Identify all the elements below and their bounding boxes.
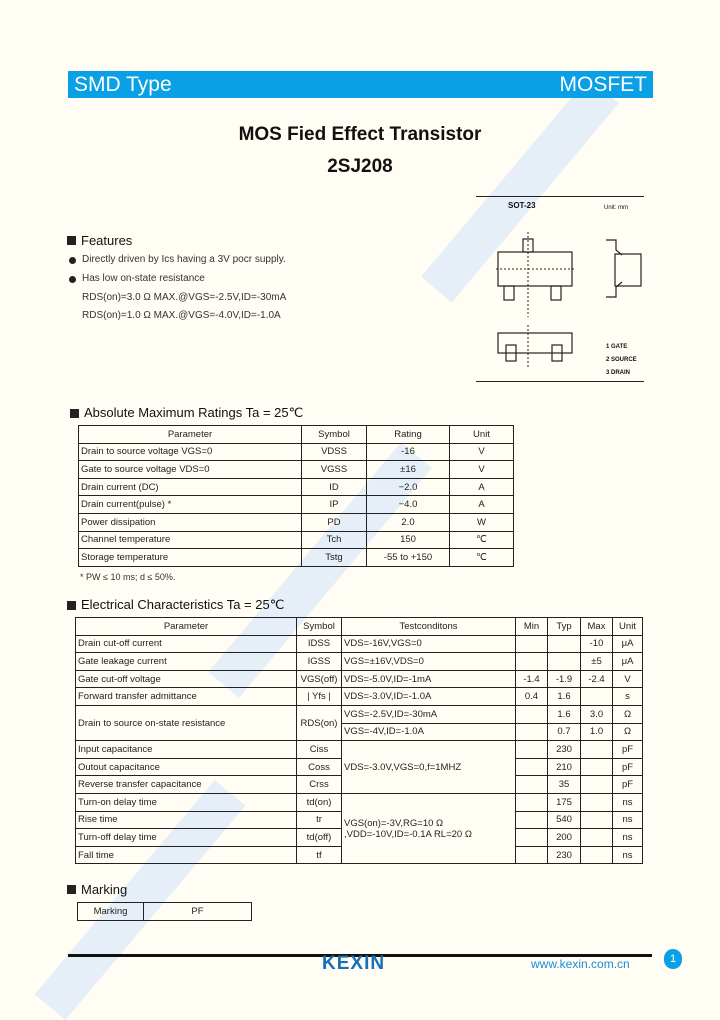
features-heading (67, 233, 132, 248)
marking-value: PF (144, 903, 252, 921)
header-cell: Unit (450, 426, 514, 444)
document-title: MOS Fied Effect Transistor (238, 124, 482, 145)
table-cell: ns (613, 793, 643, 811)
table-row (76, 635, 643, 653)
table-cell: Ω (613, 723, 643, 741)
table-cell (581, 688, 613, 706)
table-cell: Coss (297, 758, 342, 776)
table-cell: tf (297, 846, 342, 864)
elec-heading (67, 597, 284, 613)
table-cell: −4.0 (367, 496, 450, 514)
table-cell (581, 846, 613, 864)
table-cell: Channel temperature (79, 531, 302, 549)
table-cell: Turn-off delay time (76, 829, 297, 847)
table-cell: pF (613, 741, 643, 759)
table-cell: Tstg (302, 549, 367, 567)
header-cell: Unit (613, 618, 643, 636)
table-cell: Power dissipation (79, 513, 302, 531)
table-cell (581, 776, 613, 794)
table-row (79, 443, 514, 461)
header-bar (68, 71, 653, 98)
elec-heading-text: Electrical Characteristics Ta = 25℃ (81, 597, 285, 612)
table-cell: -1.4 (516, 670, 548, 688)
table-cell: 200 (548, 829, 581, 847)
table-cell: VDS=-3.0V,ID=-1.0A (342, 688, 516, 706)
table-cell: -16 (367, 443, 450, 461)
pin-label: 3 DRAIN (606, 370, 631, 376)
table-cell: VGS(off) (297, 670, 342, 688)
marking-label: Marking (78, 903, 144, 921)
marking-heading (67, 882, 127, 897)
table-cell: Storage temperature (79, 549, 302, 567)
table-cell: Drain to source on-state resistance (76, 705, 297, 740)
table-cell: Forward transfer admittance (76, 688, 297, 706)
table-cell: RDS(on) (297, 705, 342, 740)
table-cell: ±5 (581, 653, 613, 671)
table-cell: pF (613, 776, 643, 794)
table-cell (516, 776, 548, 794)
package-unit: Unit: mm (604, 205, 628, 211)
table-cell (516, 741, 548, 759)
table-row (79, 513, 514, 531)
header-cell: Testconditons (342, 618, 516, 636)
table-row (79, 478, 514, 496)
table-cell (581, 793, 613, 811)
header-cell: Typ (548, 618, 581, 636)
table-cell: td(off) (297, 829, 342, 847)
table-cell (581, 758, 613, 776)
table-cell: VGS=-4V,ID=-1.0A (342, 723, 516, 741)
feature-item: Directly driven by Ics having a 3V pocr supply. (82, 254, 286, 265)
website-link[interactable]: www.kexin.com.cn (531, 957, 630, 971)
package-outline (476, 197, 644, 383)
table-cell: Turn-on delay time (76, 793, 297, 811)
table-row (76, 793, 643, 811)
table-cell: A (450, 496, 514, 514)
table-row (79, 461, 514, 479)
table-header-row (79, 426, 514, 444)
abs-max-table (78, 425, 514, 567)
table-cell: Gate to source voltage VDS=0 (79, 461, 302, 479)
table-cell (516, 635, 548, 653)
table-row (76, 741, 643, 759)
package-drawing (476, 196, 644, 382)
table-cell: 210 (548, 758, 581, 776)
abs-heading (70, 405, 303, 421)
table-cell (516, 846, 548, 864)
table-cell: Drain to source voltage VGS=0 (79, 443, 302, 461)
electrical-table (75, 617, 643, 864)
kexin-logo: KEXIN (322, 953, 386, 974)
table-cell: -10 (581, 635, 613, 653)
table-cell: Crss (297, 776, 342, 794)
table-cell: 1.0 (581, 723, 613, 741)
table-cell: A (450, 478, 514, 496)
header-cell: Min (516, 618, 548, 636)
header-type: SMD Type (74, 72, 172, 96)
header-cell: Symbol (297, 618, 342, 636)
table-cell: td(on) (297, 793, 342, 811)
table-cell: pF (613, 758, 643, 776)
table-cell: μA (613, 653, 643, 671)
table-cell: W (450, 513, 514, 531)
table-cell: Input capacitance (76, 741, 297, 759)
table-cell: -55 to +150 (367, 549, 450, 567)
table-cell: PD (302, 513, 367, 531)
table-cell: 0.4 (516, 688, 548, 706)
table-cell: ℃ (450, 531, 514, 549)
table-cell (516, 705, 548, 723)
table-cell: Ω (613, 705, 643, 723)
table-cell: Ciss (297, 741, 342, 759)
pin-label: 1 GATE (606, 344, 628, 350)
table-cell: IP (302, 496, 367, 514)
table-row (78, 903, 252, 921)
table-cell: −2.0 (367, 478, 450, 496)
table-row (76, 653, 643, 671)
feature-item: Has low on-state resistance (82, 273, 205, 284)
table-cell: ±16 (367, 461, 450, 479)
table-cell (581, 741, 613, 759)
table-cell: VGS=±16V,VDS=0 (342, 653, 516, 671)
feature-sub: RDS(on)=3.0 Ω MAX.@VGS=-2.5V,ID=-30mA (82, 292, 287, 303)
table-cell: Drain current(pulse) * (79, 496, 302, 514)
table-row (76, 688, 643, 706)
table-cell (516, 653, 548, 671)
table-cell: 35 (548, 776, 581, 794)
table-cell: ns (613, 829, 643, 847)
table-cell: 230 (548, 846, 581, 864)
table-cell (516, 758, 548, 776)
table-cell: VGS(on)=-3V,RG=10 Ω ,VDD=-10V,ID=-0.1A RL=20 Ω (342, 793, 516, 863)
table-cell: VGSS (302, 461, 367, 479)
table-cell: 2.0 (367, 513, 450, 531)
table-cell: Reverse transfer capacitance (76, 776, 297, 794)
header-cell: Rating (367, 426, 450, 444)
page-number: 1 (664, 949, 682, 969)
table-cell: 150 (367, 531, 450, 549)
table-cell: μA (613, 635, 643, 653)
table-cell: IDSS (297, 635, 342, 653)
table-cell: Rise time (76, 811, 297, 829)
table-row (76, 670, 643, 688)
table-cell: 175 (548, 793, 581, 811)
table-cell: -2.4 (581, 670, 613, 688)
table-cell: tr (297, 811, 342, 829)
package-name: SOT-23 (508, 201, 536, 210)
abs-footnote: * PW ≤ 10 ms; d ≤ 50%. (80, 572, 176, 582)
table-cell: V (450, 461, 514, 479)
table-cell: ns (613, 811, 643, 829)
table-row (76, 705, 643, 723)
table-cell: 1.6 (548, 688, 581, 706)
abs-heading-text: Absolute Maximum Ratings Ta = 25℃ (84, 405, 304, 420)
table-cell: VDSS (302, 443, 367, 461)
header-cell: Parameter (76, 618, 297, 636)
table-cell (548, 635, 581, 653)
table-cell: s (613, 688, 643, 706)
table-cell: ℃ (450, 549, 514, 567)
marking-table (77, 902, 252, 921)
table-cell: Outout capacitance (76, 758, 297, 776)
marking-heading-text: Marking (81, 882, 128, 897)
features-heading-text: Features (81, 233, 133, 248)
header-cell: Symbol (302, 426, 367, 444)
table-cell (516, 793, 548, 811)
table-cell (581, 829, 613, 847)
part-number: 2SJ208 (327, 156, 393, 177)
table-cell: Gate cut-off voltage (76, 670, 297, 688)
table-cell: | Yfs | (297, 688, 342, 706)
table-cell: 540 (548, 811, 581, 829)
table-cell: -1.9 (548, 670, 581, 688)
table-cell (548, 653, 581, 671)
header-cell: Parameter (79, 426, 302, 444)
table-cell: Drain cut-off current (76, 635, 297, 653)
pin-label: 2 SOURCE (606, 357, 637, 363)
table-cell: VGS=-2.5V,ID=-30mA (342, 705, 516, 723)
table-cell (516, 723, 548, 741)
table-cell: VDS=-16V,VGS=0 (342, 635, 516, 653)
table-cell: V (613, 670, 643, 688)
table-cell: VDS=-5.0V,ID=-1mA (342, 670, 516, 688)
table-cell: Tch (302, 531, 367, 549)
table-cell: 230 (548, 741, 581, 759)
table-cell (581, 811, 613, 829)
bullet-icon (69, 257, 76, 264)
table-cell: ID (302, 478, 367, 496)
header-cell: Max (581, 618, 613, 636)
table-cell: 3.0 (581, 705, 613, 723)
table-cell (516, 829, 548, 847)
feature-sub: RDS(on)=1.0 Ω MAX.@VGS=-4.0V,ID=-1.0A (82, 310, 281, 321)
table-cell: 0.7 (548, 723, 581, 741)
table-cell: V (450, 443, 514, 461)
bullet-icon (69, 276, 76, 283)
header-category: MOSFET (559, 72, 647, 96)
table-cell: 1.6 (548, 705, 581, 723)
table-header-row (76, 618, 643, 636)
table-cell (516, 811, 548, 829)
table-cell: Fall time (76, 846, 297, 864)
table-cell: Drain current (DC) (79, 478, 302, 496)
table-cell: ns (613, 846, 643, 864)
table-row (79, 531, 514, 549)
table-cell: Gate leakage current (76, 653, 297, 671)
table-row (79, 496, 514, 514)
table-cell: VDS=-3.0V,VGS=0,f=1MHZ (342, 741, 516, 794)
table-cell: IGSS (297, 653, 342, 671)
table-row (79, 549, 514, 567)
